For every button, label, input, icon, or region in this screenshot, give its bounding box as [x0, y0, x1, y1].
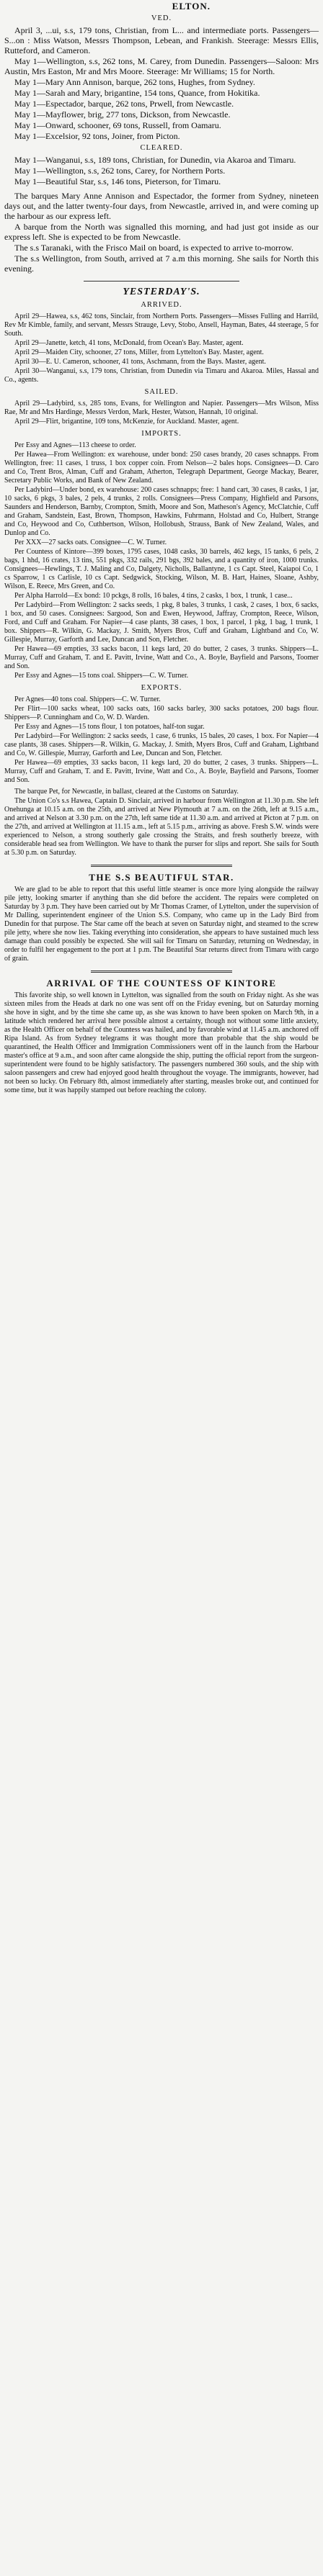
- yesterday-sailed-list: [4, 400, 319, 426]
- paragraph: May 1—Wellington, s.s, 262 tons, M. Carey, from Dunedin. Passengers—Saloon: Mrs Austin, Mrs Easton, Mr and Mrs Moore. Steerage: Mr Williams; 15 for North.: [4, 56, 319, 76]
- paragraph: May 1—Onward, schooner, 69 tons, Russell, from Oamaru.: [14, 120, 221, 130]
- paragraph: April 29—Maiden City, schooner, 27 tons, Miller, from Lyttelton's Bay. Master, agent.: [14, 348, 264, 356]
- paragraph: May 1—Excelsior, 92 tons, Joiner, from Picton.: [14, 131, 180, 141]
- paragraph: May 1—Wellington, s.s, 262 tons, Carey, for Northern Ports.: [14, 166, 226, 176]
- arrived-heading: ARRIVED.: [141, 301, 182, 309]
- after-exports-list: [4, 788, 319, 857]
- paragraph: The s.s Taranaki, with the Frisco Mail on board, is expected to arrive to-morrow.: [14, 243, 294, 253]
- yesterday-heading: YESTERDAY'S.: [123, 287, 200, 297]
- masthead: ELTON.: [172, 1, 211, 12]
- paragraph: Per Hawea—69 empties, 33 sacks bacon, 11 kegs lard, 20 do butter, 2 cases, 3 trunks. Shippers—L. Murray, Cuff and Graham, T. and E. Pavitt, Irvine, Watt and Co., A. Boyle, Bayfield and Parsons, Toomer and Son.: [4, 759, 319, 784]
- section-heading-sailed: VED.: [151, 14, 172, 22]
- sailed-list: [4, 25, 319, 141]
- beautiful-star-list: [4, 886, 319, 963]
- exports-heading: EXPORTS.: [141, 684, 182, 692]
- yesterday-arrived-list: [4, 312, 319, 384]
- paragraph: May 1—Espectador, barque, 262 tons, Prwell, from Newcastle.: [14, 99, 234, 109]
- paragraph: May 1—Mary Ann Annison, barque, 262 tons, Hughes, from Sydney.: [14, 77, 255, 87]
- paragraph: We are glad to be able to report that this useful little steamer is once more lying alongside the railway pile jetty, looking smarter if anything than she did before the accident. The repairs were completed on Saturday by 3 p.m. They have been carried out by Mr Thomas Cramer, of Lyttelton, under the supervision of Mr Dalling, superintendent engineer of the Union S.S. Company, who came up in the Lady Bird from Dunedin for that purpose. The Star came off the beach at seven on Saturday night, and steamed to the screw pile jetty, where she now lies. Taking everything into consideration, she appears to have sustained much less damage than could possibly be expected. She will sail for Timaru on Saturday, returning on Wednesday, in order to fulfil her engagement to the port at 1 p.m. The Beautiful Star returns direct from Timaru with cargo of grain.: [4, 886, 319, 963]
- paragraph: April 29—Ladybird, s.s, 285 tons, Evans, for Wellington and Napier. Passengers—Mrs Wilson, Miss Rae, Mr and Mrs Hardinge, Messrs Verdon, Mark, Hester, Watson, Hannah, 10 original.: [4, 400, 319, 416]
- paragraph: Per XXX—27 sacks oats. Consignee—C. W. Turner.: [14, 539, 167, 546]
- paragraph: April 3, ...ui, s.s, 179 tons, Christian, from L... and intermediate ports. Passengers—S...on : Miss Watson, Messrs Thompson, Lebean, and Frankish. Steerage: Messrs Ellis, Rutteford, and Cameron.: [4, 25, 319, 55]
- beautiful-star-heading: THE S.S BEAUTIFUL STAR.: [89, 872, 234, 883]
- section-heading-cleared: CLEARED.: [140, 144, 183, 152]
- sailed2-heading: SAILED.: [144, 388, 179, 396]
- paragraph: Per Essy and Agnes—113 cheese to order.: [14, 441, 136, 449]
- imports-list: [4, 441, 319, 680]
- paragraph: April 29—Janette, ketch, 41 tons, McDonald, from Ocean's Bay. Master, agent.: [14, 339, 244, 347]
- paragraph: Per Essy and Agnes—15 tons flour, 1 ton potatoes, half-ton sugar.: [14, 723, 205, 731]
- paragraph: April 29—Flirt, brigantine, 109 tons, McKenzie, for Auckland. Master, agent.: [14, 418, 239, 425]
- paragraph: The Union Co's s.s Hawea, Captain D. Sinclair, arrived in harbour from Wellington at 11.30 p.m. She left Onehunga at 10.15 a.m. on the 25th, and arrived at New Plymouth at 7 a.m. on the 26th, left at 9.15 a.m., and arrived at Nelson at 3.30 p.m. on the 27th, left same tide at 11.30 a.m. and arrived at Picton at 7 p.m. on the 27th, and arrived at Wellington at 11.15 a.m., left at 5.15 p.m., arriving as above. Fresh S.W. winds were experienced to Nelson, a strong southerly gale crossing the Straits, and fresh southerly breeze, with considerable head sea from Wellington. We have to thank the purser for slips and report. She sails for South at 5.30 p.m. on Saturday.: [4, 797, 319, 857]
- news-list: [4, 191, 319, 274]
- paragraph: Per Hawea—69 empties, 33 sacks bacon, 11 kegs lard, 20 do butter, 2 cases, 3 trunks. Shippers—L. Murray, Cuff and Graham, T. and E. Pavitt, Irvine, Watt and Co., A. Boyle, Bayfield and Parsons, Toomer and Son.: [4, 645, 319, 670]
- paragraph: Per Countess of Kintore—399 boxes, 1795 cases, 1048 casks, 30 barrels, 462 kegs, 15 tanks, 6 pels, 2 bags, 1 hhd, 16 crates, 13 tins, 551 pkgs, 332 rails, 291 bgs, 392 bales, and a quantity of iron, 1000 trunks. Consignees—Hewlings, T. J. Maling and Co, Dalgety, Nicholls, Ballantyne, 1 cs Capt. Steel, Kaiapoi Co, 1 cs Sparrow, 1 cs Carlisle, 10 cs Capt. Sedgwick, Stocking, Wilson, M. B. Hart, Haines, Sloane, Ashby, Wilson, E. Reece, Mrs Green, and Co.: [4, 548, 319, 590]
- paragraph: Per Ladybird—For Wellington: 2 sacks seeds, 1 case, 6 trunks, 15 bales, 20 cases, 1 box. For Napier—4 case plants, 38 cases. Shippers—R. Wilkin, G. Mackay, J. Smith, Myers Bros, Cuff and Graham, Lightband and Co, W. Gillespie, Murray, Garforth and Lee, Duncan and Son, Fletcher.: [4, 732, 319, 757]
- paragraph: May 1—Wanganui, s.s, 189 tons, Christian, for Dunedin, via Akaroa and Timaru.: [14, 155, 296, 165]
- paragraph: A barque from the North was signalled this morning, and had just got inside as our express left. She is expected to be from Newcastle.: [4, 222, 319, 242]
- paragraph: The s.s Wellington, from South, arrived at 7 a.m this morning. She sails for North this evening.: [4, 253, 319, 274]
- paragraph: May 1—Mayflower, brig, 277 tons, Dickson, from Newcastle.: [14, 109, 231, 120]
- kintore-list: [4, 991, 319, 1095]
- paragraph: May 1—Beautiful Star, s.s, 146 tons, Pieterson, for Timaru.: [14, 176, 221, 186]
- paragraph: Per Agnes—40 tons coal. Shippers—C. W. Turner.: [14, 695, 161, 703]
- paragraph: The barque Pet, for Newcastle, in ballast, cleared at the Customs on Saturday.: [14, 788, 239, 796]
- cleared-list: [4, 155, 319, 186]
- divider-double-2: [91, 970, 232, 973]
- paragraph: May 1—Sarah and Mary, brigantine, 154 tons, Quance, from Hokitika.: [14, 88, 260, 98]
- kintore-heading: ARRIVAL OF THE COUNTESS OF KINTORE: [46, 978, 277, 988]
- exports-list: [4, 695, 319, 785]
- paragraph: Per Ladybird—Under bond, ex warehouse: 200 cases schnapps; free: 1 hand cart, 30 cases, 8 casks, 1 jar, 10 sacks, 6 pkgs, 3 bales, 2 pels, 4 trunks, 2 rolls. Consignees—Press Company, Highfield and Parsons, Saunders and Henderson, Barnby, Crompton, Smith, Moore and Son, Matheson's Agency, McClatchie, Cuff and Graham, Sandstein, East, Brown, Thompson, Hawkins, Fuhrmann, Holstad and Co, Hulbert, Strange and Co, Heywood and Co, Cuthbertson, Wilson, Hollobush, Strauss, Bank of New Zealand, Wales, and Dunlop and Co.: [4, 486, 319, 537]
- paragraph: Per Hawea—From Wellington: ex warehouse, under bond: 250 cases brandy, 20 cases schnapps. From Wellington, free: 11 cases, 1 truss, 1 box copper coin. From Nelson—2 bales hops. Consignees—D. Caro and Co, Trent Bros, Alman, Cuff and Graham, Atherton, Telegraph Department, George Mackay, Bearer, Secretary Public Works, and Bank of New Zealand.: [4, 451, 319, 485]
- paragraph: Per Alpha Harrold—Ex bond: 10 pckgs, 8 rolls, 16 bales, 4 tins, 2 casks, 1 box, 1 trunk, 1 case...: [14, 592, 293, 600]
- paragraph: April 30—E. U. Cameron, schooner, 41 tons, Aschmann, from the Bays. Master, agent.: [14, 358, 266, 366]
- paragraph: April 30—Wanganui, s.s, 179 tons, Christian, from Dunedin via Timaru and Akaroa. Miles, Hassal and Co., agents.: [4, 367, 319, 384]
- paragraph: Per Essy and Agnes—15 tons coal. Shippers—C. W. Turner.: [14, 672, 189, 680]
- paragraph: This favorite ship, so well known in Lyttelton, was signalled from the south on Friday night. As she was sixteen miles from the Heads at dark no one was sent off on the Friday evening, but on Saturday morning she hove in sight, and by the time she came up, as she was known to have been spoken on March 9th, in a latitude which rendered her arrival here possible almost a certainty, though not without some little anxiety, as the Health Officer on behalf of the Countess was hailed, and by favorable wind at 11.45 a.m. anchored off Ripa Island. As from Sydney telegrams it was thought more than probable that the ship would be quarantined, the Health Officer and Immigration Commissioners went off in the launch from the Harbour master's office at 9 a.m., and soon after came alongside the ship, putting the official report from the surgeon-superintendent were found to be highly satisfactory. The passengers numbered 360 souls, and the ship with saloon passengers and crew had enjoyed good health throughout the voyage. The immigrants, however, had not been so lucky. On February 8th, almost immediately after starting, measles broke out, and continued for some time, but it was happily stamped out before reaching the colony.: [4, 991, 319, 1094]
- imports-heading: IMPORTS.: [141, 430, 182, 438]
- divider: [84, 281, 239, 282]
- paragraph: Per Flirt—100 sacks wheat, 100 sacks oats, 160 sacks barley, 300 sacks potatoes, 200 bags flour. Shippers—P. Cunningham and Co, W. D. Warden.: [4, 705, 319, 721]
- divider-double: [91, 865, 232, 867]
- paragraph: The barques Mary Anne Annison and Espectador, the former from Sydney, nineteen days out, and the latter twenty-four days, from Newcastle, arrived in, and were coming up the harbour as our express left.: [4, 191, 319, 221]
- paragraph: April 29—Hawea, s.s, 462 tons, Sinclair, from Northern Ports. Passengers—Misses Fulling and Harrild, Rev Mr Kimble, family, and servant, Messrs Strauge, Levy, Stobo, Ansell, Hayman, Bates, 44 steerage, 5 for South.: [4, 312, 319, 338]
- paragraph: Per Ladybird—From Wellington: 2 sacks seeds, 1 pkg, 8 bales, 3 trunks, 1 cask, 2 cases, 1 box, 6 sacks, 1 box, and 50 cases. Consignees: Sargood, Son and Ewen, Heywood, Jaffray, Crompton, Reece, Wilson, Ford, and Cuff and Graham. For Napier—4 case plants, 38 cases, 1 box, 1 parcel, 1 pkg, 1 bag, 1 trunk, 1 box. Shippers—R. Wilkin, G. Mackay, J. Smith, Myers Bros, Cuff and Graham, Lightband and Co, W. Gillespie, Murray, Garforth and Lee, Duncan and Son, Fletcher.: [4, 601, 319, 644]
